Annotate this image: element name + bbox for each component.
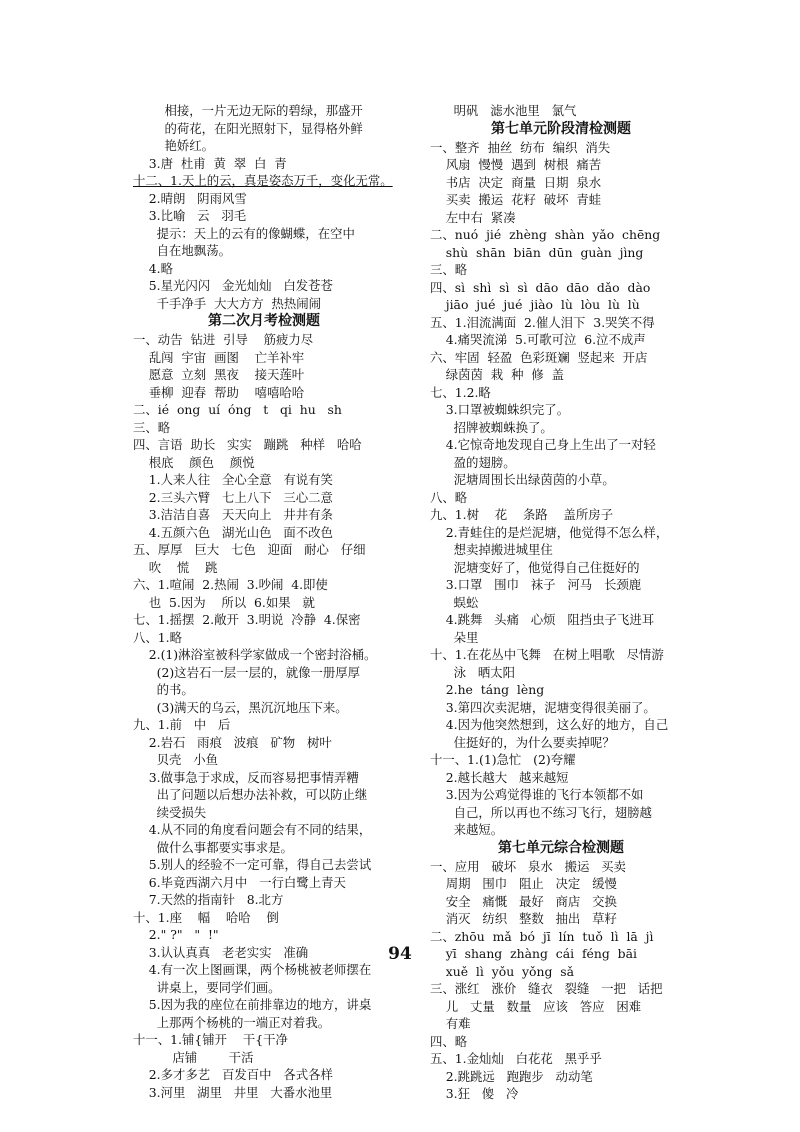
answer-line: 二、nuó jié zhèng shàn yǎo chēng: [430, 227, 661, 242]
answer-line: 五、厚厚 巨大 七色 迎面 耐心 仔细: [133, 542, 366, 557]
answer-line: 左中右 紧凑: [430, 209, 516, 225]
answer-line: 七、1.摇摆 2.敞开 3.明说 冷静 4.保密: [133, 612, 361, 627]
answer-line: 5.因为我的座位在前排靠边的地方，讲桌: [133, 997, 372, 1012]
answer-line: 上那两个杨桃的一端正对着我。: [133, 1014, 331, 1030]
answer-line: 朵里: [430, 629, 479, 645]
answer-line: 盈的翅膀。: [430, 454, 516, 470]
answer-line: 3.河里 湖里 井里 大番水池里: [133, 1084, 333, 1100]
answer-line: 2.跳跳远 跑跑步 动动笔: [430, 1068, 593, 1084]
answer-line: 的荷花，在阳光照射下，显得格外鲜: [133, 120, 363, 136]
answer-line: 七、1.2.略: [430, 384, 491, 400]
answer-line: 4.它惊奇地发现自己身上生出了一对轻: [430, 437, 656, 452]
answer-line: 4.从不同的角度看问题会有不同的结果，: [133, 822, 372, 837]
answer-line: 4.痛哭流涕 5.可歌可泣 6.泣不成声: [430, 332, 646, 347]
answer-line: 续受损失: [133, 804, 207, 820]
answer-line: 一、应用 破坏 泉水 搬运 买卖: [430, 858, 626, 874]
answer-line: 2." ?" " !": [133, 927, 219, 942]
answer-line: 三、涨红 涨价 缝衣 裂缝 一把 话把: [430, 981, 663, 996]
section-heading: 第七单元综合检测题: [498, 839, 624, 856]
answer-line: 提示：天上的云有的像蝴蝶，在空中: [133, 225, 355, 241]
answer-line: 5.别人的经验不一定可靠，得自己去尝试: [133, 857, 372, 872]
answer-line: 蜈蚣: [430, 594, 479, 610]
answer-line: 十一、1.(1)急忙 (2)夸耀: [430, 752, 576, 767]
answer-line: 有难: [430, 1016, 471, 1031]
answer-line: 3.口罩被蜘蛛织完了。: [430, 402, 570, 417]
answer-line: 2.晴朗 阴雨风雪: [133, 190, 247, 206]
answer-line: 想卖掉搬进城里住: [430, 542, 553, 557]
answer-line: 明矾 滤水池里 氯气: [430, 103, 577, 118]
answer-line: 垂柳 迎春 帮助 嘻嘻哈哈: [133, 384, 305, 400]
answer-line: 4.有一次上图画课，两个杨桃被老师摆在: [133, 962, 372, 977]
answer-line: shù shān biān dūn guàn jìng: [430, 244, 644, 260]
answer-line: 儿 丈量 数量 应该 答应 困难: [430, 998, 642, 1014]
answer-line: 六、牢固 轻盈 色彩斑斓 竖起来 开店: [430, 349, 648, 365]
answer-line: 3.做事急于求成，反而容易把事情弄糟: [133, 769, 359, 785]
answer-line: 4.跳舞 头痛 心烦 阻挡虫子飞进耳: [430, 612, 655, 627]
answer-line: 出了问题以后想办法补救，可以防止继: [133, 787, 368, 802]
answer-line: 买卖 搬运 花籽 破坏 青蛙: [430, 192, 602, 207]
answer-line: 四、言语 助长 实实 蹦跳 种样 哈哈: [133, 437, 362, 452]
answer-line: 根底 颜色 颜悦: [133, 454, 255, 470]
answer-line: 泳 晒太阳: [430, 664, 516, 680]
answer-line: 5.星光闪闪 金光灿灿 白发苍苍: [133, 278, 333, 293]
answer-line: 2.多才多艺 百发百中 各式各样: [133, 1067, 333, 1082]
answer-line: 安全 痛慨 最好 商店 交换: [430, 893, 617, 909]
answer-line: 一、整齐 抽丝 纺布 编织 消失: [430, 139, 611, 155]
answer-line: 八、1.略: [133, 629, 182, 645]
section-heading: 第七单元阶段清检测题: [491, 120, 631, 137]
answer-line: 乱闯 宇宙 画图 亡羊补牢: [133, 349, 305, 365]
answer-line: (3)满天的乌云，黑沉沉地压下来。: [133, 699, 348, 715]
answer-line: 泥塘周围长出绿茵茵的小草。: [430, 472, 615, 487]
answer-line: 风扇 慢慢 遇到 树根 痛苦: [430, 157, 602, 172]
answer-line: 五、1.金灿灿 白花花 黑乎乎: [430, 1051, 602, 1066]
section-heading: 第二次月考检测题: [208, 313, 320, 329]
answer-line: 二、ié ong uí óng t qi hu sh: [133, 402, 342, 417]
answer-line: 泥塘变好了，他觉得自己住挺好的: [430, 559, 640, 575]
answer-line: 一、动告 钻进 引导 筋疲力尽: [133, 332, 314, 347]
answer-line: 2.岩石 雨痕 波痕 矿物 树叶: [133, 734, 332, 750]
answer-line: 招牌被蜘蛛换了。: [430, 419, 553, 435]
page-number: 94: [388, 944, 412, 964]
answer-line: 4.略: [133, 260, 173, 276]
answer-line: 也 5.因为 所以 6.如果 就: [133, 594, 315, 610]
answer-line: 千手净手 大大方方 热热闹闹: [133, 295, 322, 311]
answer-line: 自在地飘荡。: [133, 243, 231, 258]
answer-line: 1.人来人往 全心全意 有说有笑: [133, 472, 333, 487]
answer-line: 六、1.喧闹 2.热闹 3.吵闹 4.即使: [133, 577, 328, 592]
answer-line: 3.洁洁自喜 天天向上 井井有条: [133, 507, 333, 522]
answer-line: 2.越长越大 越来越短: [430, 769, 569, 785]
answer-line: (2)这岩石一层一层的，就像一册厚厚: [133, 664, 361, 680]
answer-line: 三、略: [430, 262, 468, 277]
answer-line: 十一、1.铺{铺开 干{干净: [133, 1032, 288, 1047]
answer-line: 九、1.前 中 后: [133, 717, 231, 732]
answer-line: 自己，所以再也不练习飞行，翅膀越: [430, 804, 652, 820]
answer-line: 来越短。: [430, 822, 504, 837]
answer-line: 绿茵茵 栽 种 修 盖: [430, 367, 564, 382]
answer-line: 2.三头六臂 七上八下 三心二意: [133, 489, 333, 505]
answer-line: 吹 慌 跳: [133, 559, 218, 575]
answer-line: 八、略: [430, 489, 468, 505]
answer-line: 店铺 干活: [133, 1049, 254, 1065]
answer-line: 贝壳 小鱼: [133, 752, 219, 767]
answer-line: 四、sì shì sì sì dāo dāo dǎo dào: [430, 279, 651, 295]
answer-line: 五、1.泪流满面 2.催人泪下 3.哭笑不得: [430, 314, 655, 330]
answer-line: 愿意 立刻 黑夜 接天莲叶: [133, 367, 305, 382]
answer-line: 3.认认真真 老老实实 准确: [133, 944, 309, 960]
answer-line: 3.第四次卖泥塘，泥塘变得很美丽了。: [430, 699, 656, 715]
answer-line: 三、略: [133, 419, 171, 435]
answer-line: 消灭 纺织 整数 抽出 草籽: [430, 911, 617, 926]
answer-line: 讲桌上，要同学们画。: [133, 979, 281, 995]
answer-line: yī shang zhàng cái féng bāi: [430, 946, 637, 961]
answer-line: 周期 围巾 阻止 决定 缓慢: [430, 876, 617, 891]
answer-line: 十、1.在花丛中飞舞 在树上唱歌 尽情游: [430, 647, 664, 662]
answer-line: 3.比喻 云 羽毛: [133, 208, 247, 223]
answer-line: 做什么事都要实事求是。: [133, 839, 293, 855]
answer-line: jiāo jué jué jiào lù lòu lù lù: [430, 297, 640, 312]
answer-line: 四、略: [430, 1033, 468, 1049]
answer-line: 住挺好的，为什么要卖掉呢？: [430, 734, 615, 750]
answer-line: xuě lì yǒu yǒng sǎ: [430, 963, 575, 979]
answer-line: 十二、1.天上的云，真是姿态万千，变化无常。: [133, 173, 393, 188]
answer-line: 十、1.座 幅 哈哈 倒: [133, 909, 279, 925]
answer-line: 4.因为他突然想到，这么好的地方，自己: [430, 717, 669, 732]
answer-line: 3.唐 杜甫 黄 翠 白 青: [133, 155, 287, 171]
answer-line: 九、1.树 花 条路 盖所房子: [430, 507, 613, 522]
answer-line: 7.天然的指南针 8.北方: [133, 892, 284, 907]
answer-line: 相接，一片无边无际的碧绿，那盛开: [133, 103, 363, 118]
answer-line: 3.因为公鸡觉得谁的飞行本领都不如: [430, 787, 644, 802]
answer-line: 2.he táng lèng: [430, 682, 545, 697]
answer-line: 4.五颜六色 湖光山色 面不改色: [133, 524, 333, 540]
answer-line: 3.口罩 围巾 袜子 河马 长颈鹿: [430, 577, 642, 592]
answer-line: 书店 决定 商量 日期 泉水: [430, 174, 602, 190]
answer-line: 3.狂 傻 冷: [430, 1086, 519, 1101]
answer-line: 二、zhōu mǎ bó jī lín tuǒ lì lā jì: [430, 928, 654, 944]
answer-line: 6.毕竟西湖六月中 一行白鹭上青天: [133, 874, 346, 890]
answer-line: 2.(1)淋浴室被科学家做成一个密封浴桶。: [133, 647, 377, 662]
answer-line: 艳娇红。: [133, 138, 215, 153]
answer-line: 的书。: [133, 682, 194, 697]
answer-line: 2.青蛙住的是烂泥塘，他觉得不怎么样，: [430, 524, 669, 540]
